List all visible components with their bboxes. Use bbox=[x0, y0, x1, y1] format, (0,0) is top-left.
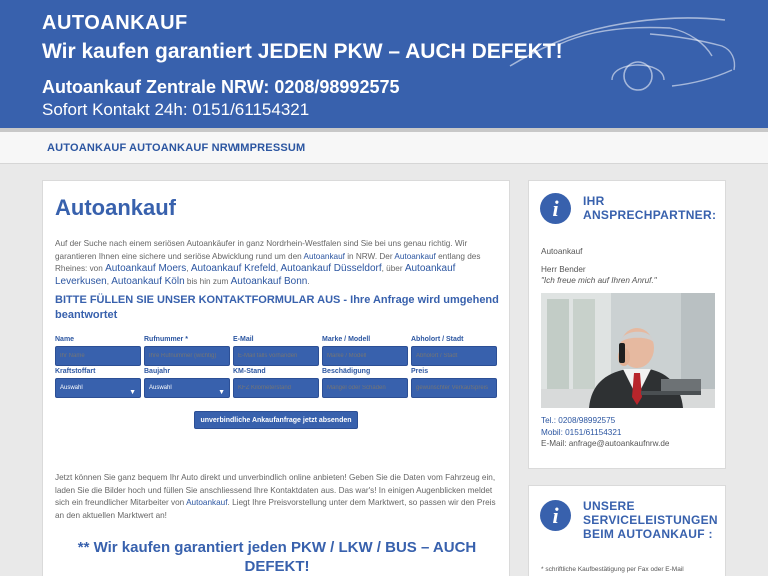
city-label: Abholort / Stadt bbox=[411, 336, 464, 343]
header-contact: Sofort Kontakt 24h: 0151/61154321 bbox=[42, 100, 310, 119]
contact-email[interactable]: E-Mail: anfrage@autoankaufnrw.de bbox=[541, 439, 670, 448]
link-autoankauf-duesseldorf[interactable]: Autoankauf Düsseldorf bbox=[280, 263, 382, 275]
intro-text-part: entlang des Rheines: von bbox=[55, 251, 481, 274]
link-autoankauf-moers[interactable]: Autoankauf Moers bbox=[105, 263, 187, 275]
fuel-label: Kraftstoffart bbox=[55, 368, 96, 375]
services-card bbox=[528, 485, 726, 576]
link-autoankauf-bonn[interactable]: Autoankauf Bonn bbox=[230, 275, 308, 287]
header-phone: Autoankauf Zentrale NRW: 0208/98992575 bbox=[42, 77, 400, 97]
name-field[interactable] bbox=[55, 346, 141, 366]
damage-field[interactable] bbox=[322, 378, 408, 398]
price-label: Preis bbox=[411, 368, 429, 375]
main-content bbox=[42, 180, 510, 576]
services-title-line: SERVICELEISTUNGEN bbox=[583, 513, 718, 527]
info-icon: i bbox=[540, 193, 571, 224]
contact-company: Autoankauf bbox=[541, 247, 583, 256]
intro-text-part: , bbox=[275, 264, 281, 274]
contact-card-title-line: IHR bbox=[583, 194, 605, 208]
services-item: * schriftliche Kaufbestätigung per Fax oder E-Mail bbox=[541, 566, 684, 573]
nav-item-impressum[interactable]: IMPRESSUM bbox=[237, 142, 306, 154]
contact-card-title bbox=[583, 194, 716, 222]
link-autoankauf-leverkusen[interactable]: Autoankauf Leverkusen bbox=[55, 263, 456, 287]
mileage-label: KM-Stand bbox=[233, 368, 266, 375]
site-header bbox=[0, 0, 768, 128]
page-title: Autoankauf bbox=[55, 195, 176, 220]
contact-person-photo bbox=[541, 293, 715, 408]
contact-card-title-line: ANSPRECHPARTNER: bbox=[583, 208, 717, 222]
services-title-line: BEIM AUTOANKAUF : bbox=[583, 527, 713, 541]
price-field[interactable] bbox=[411, 378, 497, 398]
phone-label: Rufnummer * bbox=[144, 336, 188, 343]
intro-text-part: , bbox=[106, 276, 112, 286]
header-slogan: Wir kaufen garantiert JEDEN PKW – AUCH DEFEKT! bbox=[42, 40, 563, 63]
link-autoankauf-koeln[interactable]: Autoankauf Köln bbox=[111, 275, 185, 287]
city-field[interactable] bbox=[411, 346, 497, 366]
outro-text bbox=[55, 472, 499, 522]
mileage-field[interactable] bbox=[233, 378, 319, 398]
name-label: Name bbox=[55, 336, 75, 343]
email-label: E-Mail bbox=[233, 336, 254, 343]
intro-text-part: in NRW. Der bbox=[344, 251, 395, 261]
submit-button[interactable]: unverbindliche Ankaufanfrage jetzt absenden bbox=[194, 411, 358, 429]
intro-text-part: , über bbox=[381, 264, 405, 274]
outro-text-part: . Liegt Ihre Preisvorstellung unter dem Marktwert, so passen wir den Preis an den aktuellen Marktwert an! bbox=[55, 498, 496, 520]
contact-person-card bbox=[528, 180, 726, 469]
year-label: Baujahr bbox=[144, 368, 171, 375]
contact-photo-image bbox=[541, 293, 715, 408]
contact-quote bbox=[541, 275, 657, 286]
year-select-value: Auswahl bbox=[149, 385, 172, 391]
intro-text-part: , bbox=[186, 264, 191, 274]
contact-details bbox=[541, 415, 669, 450]
intro-text-part: bis hin zum bbox=[184, 276, 231, 286]
intro-text bbox=[55, 238, 499, 288]
contact-person-name: Herr Bender bbox=[541, 265, 586, 274]
contact-quote-text: "Ich freue mich auf Ihren Anruf." bbox=[541, 276, 657, 285]
chevron-down-icon: ▼ bbox=[129, 389, 136, 396]
model-field[interactable] bbox=[322, 346, 408, 366]
damage-label: Beschädigung bbox=[322, 368, 371, 375]
site-brand[interactable]: AUTOANKAUF bbox=[42, 12, 188, 34]
fuel-select-value: Auswahl bbox=[60, 385, 83, 391]
phone-field[interactable] bbox=[144, 346, 230, 366]
intro-text-part: Auf der Suche nach einem seriösen Autoankäufer in ganz Nordrhein-Westfalen sind Sie bei uns genau richtig. Wir garantieren Ihnen eine sichere und seriöse Abwicklung rund um den bbox=[55, 239, 468, 261]
contact-mobile[interactable]: Mobil: 0151/61154321 bbox=[541, 427, 622, 437]
model-label: Marke / Modell bbox=[322, 336, 371, 343]
big-slogan: ** Wir kaufen garantiert jeden PKW / LKW / BUS – AUCH DEFEKT! bbox=[77, 539, 477, 575]
contact-tel[interactable]: Tel.: 0208/98992575 bbox=[541, 416, 616, 425]
nav-item-autoankauf[interactable]: AUTOANKAUF bbox=[47, 142, 127, 154]
chevron-down-icon: ▼ bbox=[218, 389, 225, 396]
services-title-line: UNSERE bbox=[583, 499, 635, 513]
form-title: BITTE FÜLLEN SIE UNSER KONTAKTFORMULAR AUS - Ihre Anfrage wird umgehend beantwortet bbox=[55, 294, 499, 321]
main-nav bbox=[0, 128, 768, 164]
year-select[interactable] bbox=[144, 378, 230, 398]
nav-item-autoankauf-nrw[interactable]: AUTOANKAUF NRW bbox=[129, 142, 239, 154]
fuel-select[interactable] bbox=[55, 378, 141, 398]
info-icon: i bbox=[540, 500, 571, 531]
outro-text-part: Jetzt können Sie ganz bequem Ihr Auto direkt und unverbindlich online anbieten! Geben Sie die Daten vom Fahrzeug ein, laden Sie die Bilder hoch und füllen Sie anschliessend Ihre Kontaktdaten aus. Das war's! In einigen Augenblicken meldet sich ein freundlicher Mitarbeiter von bbox=[55, 473, 496, 508]
link-autoankauf[interactable]: Autoankauf bbox=[186, 498, 228, 508]
link-autoankauf[interactable]: Autoankauf bbox=[303, 251, 345, 261]
intro-text-part: . bbox=[307, 276, 310, 286]
services-card-title bbox=[583, 499, 718, 541]
email-field[interactable] bbox=[233, 346, 319, 366]
link-autoankauf-krefeld[interactable]: Autoankauf Krefeld bbox=[190, 263, 276, 275]
link-autoankauf[interactable]: Autoankauf bbox=[394, 251, 436, 261]
